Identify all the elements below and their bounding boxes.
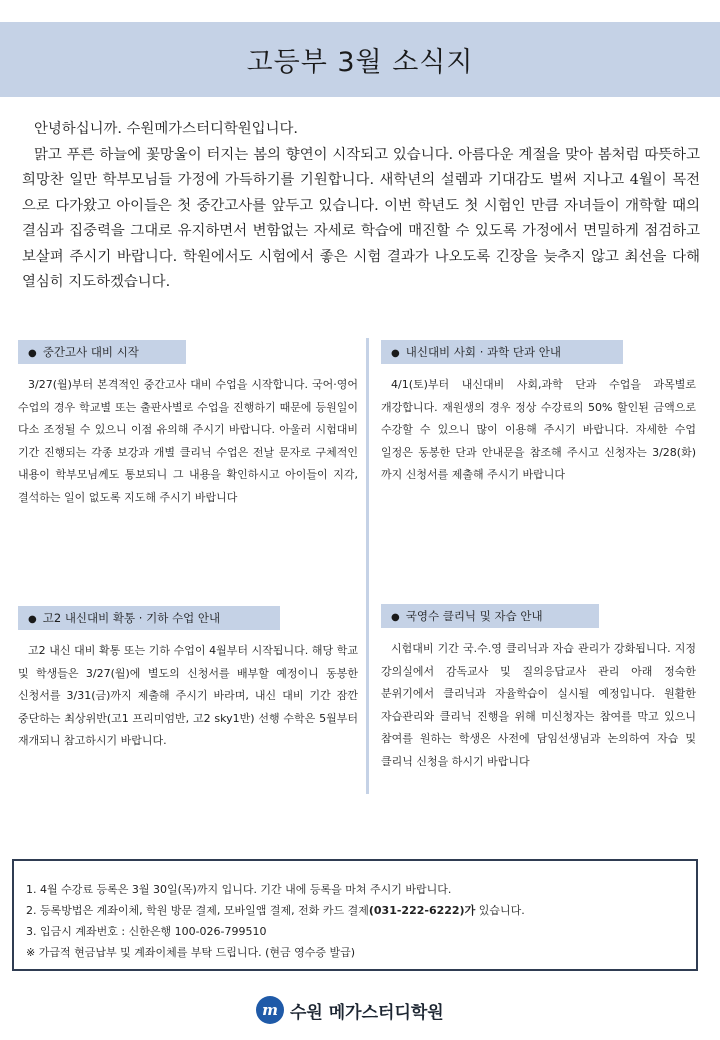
section-grade2-math	[18, 606, 358, 753]
section-title: 중간고사 대비 시작	[42, 345, 139, 359]
intro-body: 맑고 푸른 하늘에 꽃망울이 터지는 봄의 향연이 시작되고 있습니다. 아름다운 계절을 맞아 봄처럼 따뜻하고 희망찬 일만 학부모님들 가정에 가득하기를 기원합니다. 새학년의 설렘과 기대감도 벌써 지나고 4월이 목전으로 다가왔고 아이들은 첫 중간고사를 앞두고 있습니다. 이번 학년도 첫 시험인 만큼 자녀들이 개학할 때의 결심과 집중력을 그대로 유지하면서 변함없는 자세로 학습에 매진할 수 있도록 가정에서 면밀하게 점검하고 보살펴 주시기 바랍니다. 학원에서도 시험에서 좋은 시험 결과가 나오도록 긴장을 늦추지 않고 최선을 다해 열심히 지도하겠습니다.	[22, 146, 700, 290]
notice-line2-prefix: 2. 등록방법은 계좌이체, 학원 방문 결제, 모바일앱 결제, 전화 카드 결제	[26, 904, 369, 917]
section-social-science	[381, 340, 696, 487]
intro-text	[22, 117, 700, 296]
section-title: 고2 내신대비 확통 · 기하 수업 안내	[42, 611, 221, 625]
section-title: 내신대비 사회 · 과학 단과 안내	[405, 345, 561, 359]
phone-number: (031-222-6222)가	[368, 904, 476, 917]
section-body: 고2 내신 대비 확통 또는 기하 수업이 4월부터 시작됩니다. 해당 학교 및 학생들은 3/27(월)에 별도의 신청서를 배부할 예정이니 동봉한 신청서를 3/31(금)까지 제출해 주시기 바라며, 내신 대비 기간 잠깐 중단하는 최상위반(고1 프리미엄반, 고2 sky1반) 선행 수학은 5월부터 재개되니 참고하시기 바랍니다.	[18, 644, 358, 748]
section-title-bar	[381, 340, 623, 364]
section-body: 시험대비 기간 국.수.영 클리닉과 자습 관리가 강화됩니다. 지정 강의실에서 감독교사 및 질의응답교사 관리 아래 정숙한 분위기에서 클리닉과 자율학습이 실시될 예정입니다. 원활한 자습관리와 클리닉 진행을 위해 미신청자는 참여를 막고 있으니 참여를 원하는 학생은 사전에 담임선생님과 논의하여 자습 및 클리닉 신청을 하시기 바랍니다	[381, 642, 696, 768]
notice-line: 3. 입금시 계좌번호 : 신한은행 100-026-799510	[26, 925, 267, 938]
section-body: 4/1(토)부터 내신대비 사회,과학 단과 수업을 과목별로 개강합니다. 재원생의 경우 정상 수강료의 50% 할인된 금액으로 수강할 수 있으니 많이 이용해 주시기 바랍니다. 자세한 수업 일정은 동봉한 단과 안내문을 참조해 주시고 신청자는 3/28(화)까지 신청서를 제출해 주시기 바랍니다	[381, 378, 696, 482]
notice-line: 1. 4월 수강료 등록은 3월 30일(목)까지 입니다. 기간 내에 등록을 마쳐 주시기 바랍니다.	[26, 883, 452, 896]
section-title-bar	[18, 340, 186, 364]
section-title: 국영수 클리닉 및 자습 안내	[405, 609, 543, 623]
academy-logo	[256, 994, 444, 1026]
bullet-icon: ●	[28, 614, 37, 625]
section-title-bar	[18, 606, 280, 630]
logo-mark-icon: m	[256, 996, 284, 1024]
notice-line	[26, 900, 696, 921]
bullet-icon: ●	[28, 348, 37, 359]
column-divider	[366, 338, 369, 794]
payment-notice-box	[12, 859, 698, 971]
notice-line2-suffix: 있습니다.	[475, 904, 525, 917]
bullet-icon: ●	[391, 612, 400, 623]
section-midterm-prep	[18, 340, 358, 510]
section-body: 3/27(월)부터 본격적인 중간고사 대비 수업을 시작합니다. 국어·영어 수업의 경우 학교별 또는 출판사별로 수업을 진행하기 때문에 등원일이 다소 조정될 수 있으니 이점 유의해 주시기 바랍니다. 아울러 시험대비 기간 진행되는 각종 보강과 개별 클리닉 수업은 전날 문자로 구체적인 내용이 학부모님께도 통보되니 그 내용을 확인하시고 아이들이 지각, 결석하는 일이 없도록 지도해 주시기 바랍니다	[18, 378, 358, 504]
section-clinic	[381, 604, 696, 774]
page-header	[0, 22, 720, 97]
notice-line: ※ 가급적 현금납부 및 계좌이체를 부탁 드립니다. (현금 영수증 발급)	[26, 946, 356, 959]
section-title-bar	[381, 604, 599, 628]
logo-text: 수원 메가스터디학원	[290, 1002, 444, 1023]
bullet-icon: ●	[391, 348, 400, 359]
page-title: 고등부 3월 소식지	[246, 47, 474, 78]
intro-greeting: 안녕하십니까. 수원메가스터디학원입니다.	[34, 121, 298, 137]
